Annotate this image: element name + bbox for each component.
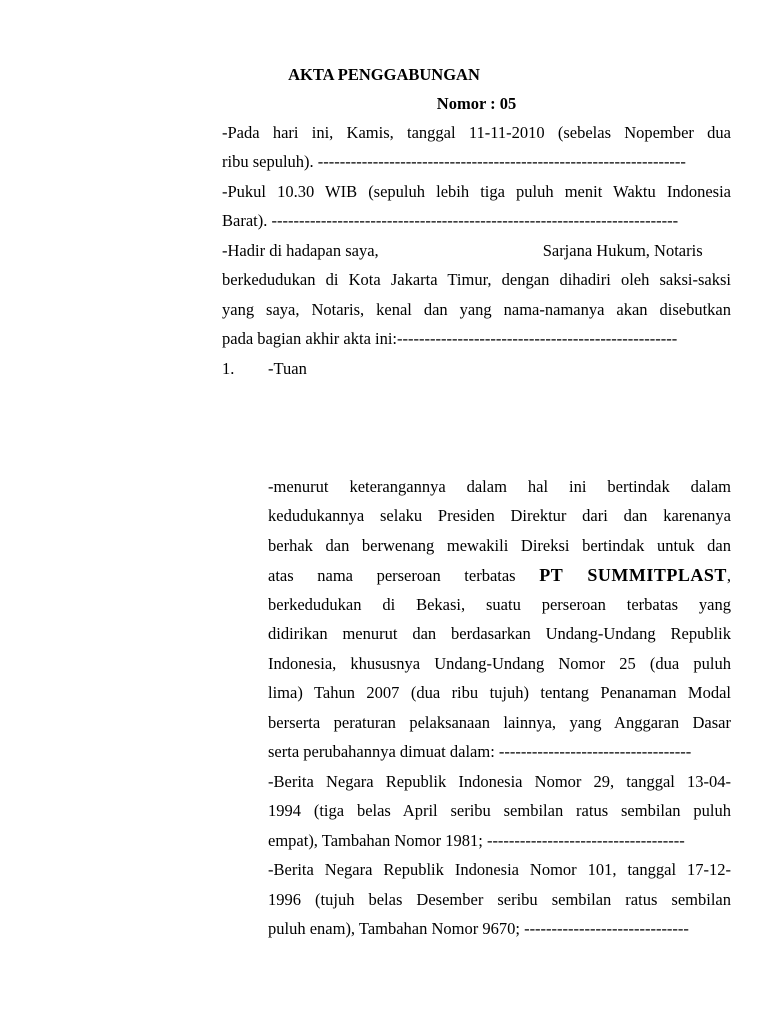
paragraph-line: 1996 (tujuh belas Desember seribu sembilan ratus sembilan (268, 890, 731, 909)
paragraph-line: yang saya, Notaris, kenal dan yang nama-namanya akan disebutkan (222, 300, 731, 319)
paragraph-line: Barat). -------------------------------------------------------------------------- (222, 211, 679, 230)
document-title: AKTA PENGGABUNGAN (288, 65, 480, 84)
document-number (0, 93, 768, 115)
paragraph-line: berserta peraturan pelaksanaan lainnya, yang Anggaran Dasar (268, 713, 731, 732)
paragraph-line: -menurut keterangannya dalam hal ini bertindak dalam (268, 477, 731, 496)
paragraph-line: -Pada hari ini, Kamis, tanggal 11-11-2010 (sebelas Nopember dua (222, 123, 731, 142)
paragraph-line: empat), Tambahan Nomor 1981; ------------------------------------ (268, 831, 685, 850)
item-number: 1. (222, 359, 235, 378)
paragraph-line: ribu sepuluh). ------------------------------------------------------------------- (222, 152, 686, 171)
company-line-start: atas nama perseroan terbatas (268, 566, 516, 585)
paragraph-line: berhak dan berwenang mewakili Direksi bertindak untuk dan (268, 536, 731, 555)
paragraph-line: lima) Tahun 2007 (dua ribu tujuh) tentang Penanaman Modal (268, 683, 731, 702)
document-number-text: Nomor : 05 (436, 94, 517, 113)
item-label: -Tuan (268, 359, 307, 378)
paragraph-line: pada bagian akhir akta ini:--------------------------------------------------- (222, 329, 678, 348)
company-suffix: , (726, 566, 731, 585)
paragraph-line: -Berita Negara Republik Indonesia Nomor 101, tanggal 17-12- (268, 860, 731, 879)
paragraph-line: berkedudukan di Kota Jakarta Timur, dengan dihadiri oleh saksi-saksi (222, 270, 731, 289)
company-line (268, 564, 731, 586)
paragraph-line: puluh enam), Tambahan Nomor 9670; ------------------------------ (268, 919, 689, 938)
paragraph-line: -Pukul 10.30 WIB (sepuluh lebih tiga puluh menit Waktu Indonesia (222, 182, 731, 201)
company-name: PT SUMMITPLAST (539, 565, 727, 585)
appearance-end: Sarjana Hukum, Notaris (542, 241, 703, 260)
paragraph-line: Indonesia, khususnya Undang-Undang Nomor 25 (dua puluh (268, 654, 731, 673)
paragraph-line: berkedudukan di Bekasi, suatu perseroan terbatas yang (268, 595, 731, 614)
paragraph-line: didirikan menurut dan berdasarkan Undang-Undang Republik (268, 624, 731, 643)
paragraph-line: kedudukannya selaku Presiden Direktur dari dan karenanya (268, 506, 731, 525)
paragraph-line: serta perubahannya dimuat dalam: ----------------------------------- (268, 742, 692, 761)
paragraph-line: -Berita Negara Republik Indonesia Nomor 29, tanggal 13-04- (268, 772, 731, 791)
appearance-line (222, 240, 731, 262)
paragraph-line: 1994 (tiga belas April seribu sembilan ratus sembilan puluh (268, 801, 731, 820)
appearance-start: -Hadir di hadapan saya, (222, 241, 379, 260)
